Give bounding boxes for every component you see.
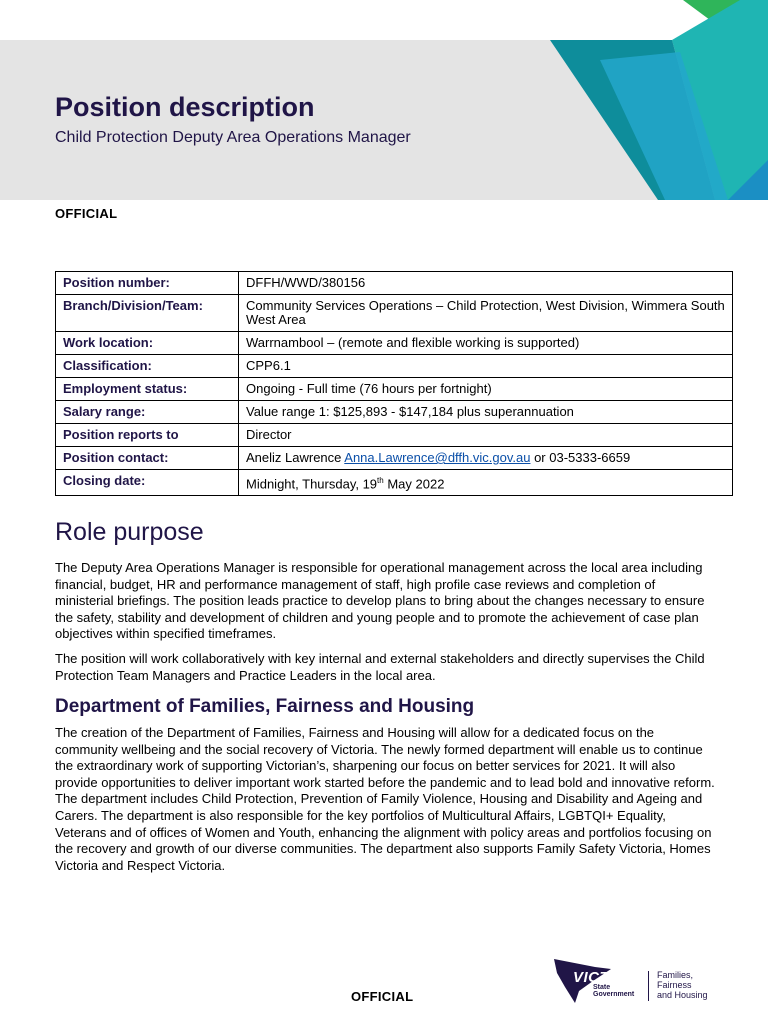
row-value: Director xyxy=(239,424,733,447)
victoria-government-logo xyxy=(553,957,733,1005)
table-row xyxy=(56,401,733,424)
page-title: Position description xyxy=(55,92,315,122)
row-value: CPP6.1 xyxy=(239,355,733,378)
header-graphic xyxy=(540,0,768,200)
row-value: Community Services Operations – Child Protection, West Division, Wimmera South West Area xyxy=(239,295,733,332)
row-value: DFFH/WWD/380156 xyxy=(239,272,733,295)
row-label: Position contact: xyxy=(56,447,239,470)
row-label: Closing date: xyxy=(56,470,239,496)
row-value-closing xyxy=(239,470,733,496)
row-label: Classification: xyxy=(56,355,239,378)
row-value: Warrnambool – (remote and flexible working is supported) xyxy=(239,332,733,355)
table-row-contact xyxy=(56,447,733,470)
row-label: Branch/Division/Team: xyxy=(56,295,239,332)
table-row xyxy=(56,378,733,401)
row-value-contact xyxy=(239,447,733,470)
closing-date-prefix: Midnight, Thursday, 19 xyxy=(246,476,378,492)
table-row xyxy=(56,295,733,332)
contact-name: Aneliz Lawrence xyxy=(246,450,345,465)
table-row-closing xyxy=(56,470,733,496)
logo-dept-line-1: Families, xyxy=(657,970,694,980)
row-label: Employment status: xyxy=(56,378,239,401)
department-paragraph: The creation of the Department of Families, Fairness and Housing will allow for a dedicated focus on the community wellbeing and the social recovery of Victoria. The newly formed department will enable us to continue the extraordinary work of supporting Victorian’s, sharpening our focus on better services for 2021. It will also provide opportunities to deliver important work started before the pandemic and to lead bold and innovative reform. The department includes Child Protection, Prevention of Family Violence, Housing and Disability and Ageing and Carers. The department is also responsible for the key portfolios of Multicultural Affairs, LGBTQI+ Equality, Veterans and of offices of Women and Youth, enhancing the alignment with policy areas and portfolios focusing on the recovery and growth of our diverse communities. The department also supports Family Safety Victoria, Homes Victoria and Respect Victoria. xyxy=(55,725,715,873)
logo-sub-line-1: State xyxy=(593,984,611,991)
logo-sub-line-2: Government xyxy=(593,991,635,998)
role-purpose-heading: Role purpose xyxy=(55,518,204,546)
row-label: Work location: xyxy=(56,332,239,355)
logo-state-government xyxy=(593,984,634,998)
table-row xyxy=(56,332,733,355)
contact-email-link[interactable]: Anna.Lawrence@dffh.vic.gov.au xyxy=(344,450,531,465)
position-details-table xyxy=(55,271,733,496)
logo-dept-line-2: Fairness xyxy=(657,980,692,990)
table-row xyxy=(56,355,733,378)
row-value: Value range 1: $125,893 - $147,184 plus superannuation xyxy=(239,401,733,424)
row-label: Position reports to xyxy=(56,424,239,447)
contact-phone: or 03-5333-6659 xyxy=(530,450,631,465)
closing-date-rest: May 2022 xyxy=(383,476,445,492)
role-purpose-paragraph-1: The Deputy Area Operations Manager is responsible for operational management across the local area including financial, budget, HR and performance management of staff, high profile case reviews and completion of ministerial briefings. The position leads practice to develop plans to bring about the changes necessary to ensure the safety, stability and development of children and young people and to promote the achievement of case plan objectives within specified timeframes. xyxy=(55,560,705,642)
closing-date-ordinal: th xyxy=(377,476,384,485)
logo-wordmark: VICTORIA xyxy=(573,969,649,986)
security-marking-top: OFFICIAL xyxy=(55,206,118,221)
row-value: Ongoing - Full time (76 hours per fortnight) xyxy=(239,378,733,401)
table-row xyxy=(56,272,733,295)
row-label: Salary range: xyxy=(56,401,239,424)
security-marking-bottom: OFFICIAL xyxy=(351,989,414,1004)
page-subtitle: Child Protection Deputy Area Operations Manager xyxy=(55,129,411,146)
role-purpose-paragraph-2: The position will work collaboratively with key internal and external stakeholders and directly supervises the Child Protection Team Managers and Practice Leaders in the local area. xyxy=(55,651,705,683)
logo-dept-line-3: and Housing xyxy=(657,990,708,1000)
department-heading: Department of Families, Fairness and Housing xyxy=(55,696,475,717)
table-row xyxy=(56,424,733,447)
logo-department-name xyxy=(657,970,708,1000)
logo-divider xyxy=(648,971,649,1001)
row-label: Position number: xyxy=(56,272,239,295)
